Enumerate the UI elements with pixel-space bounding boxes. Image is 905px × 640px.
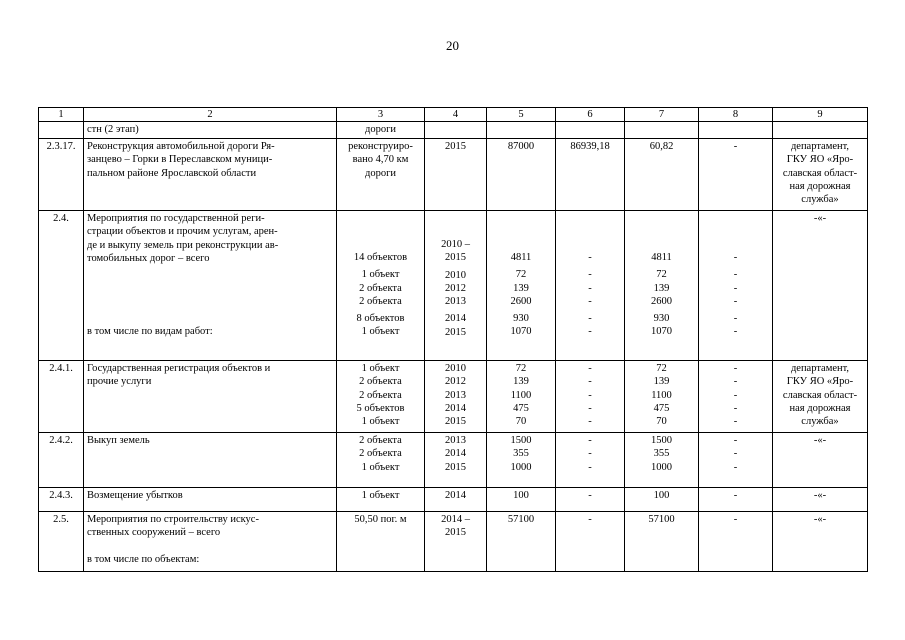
item-federal-line: - bbox=[588, 435, 592, 447]
item-executor-line: славская област- bbox=[782, 389, 858, 401]
item-regional-cell bbox=[625, 122, 699, 139]
item-period-line: 2014 bbox=[445, 313, 466, 325]
item-federal-cell bbox=[556, 122, 625, 139]
item-volume-cell bbox=[337, 433, 425, 488]
item-federal-line: 86939,18 bbox=[570, 141, 610, 153]
item-number-cell bbox=[39, 122, 84, 139]
item-volume-line: дороги bbox=[364, 124, 397, 136]
item-federal-line: - bbox=[588, 448, 592, 460]
item-volume-line: 14 объектов bbox=[353, 252, 408, 264]
item-federal-line bbox=[559, 238, 621, 251]
item-regional-line: 72 bbox=[656, 363, 667, 375]
item-total-line: 1100 bbox=[510, 389, 532, 401]
item-executor-line: ГКУ ЯО «Яро- bbox=[786, 154, 854, 166]
item-volume-line: 1 объект bbox=[361, 269, 400, 281]
item-period-cell bbox=[425, 139, 487, 211]
item-regional-line: 57100 bbox=[648, 514, 675, 526]
item-total-cell bbox=[487, 361, 556, 433]
item-volume-line: 1 объект bbox=[361, 461, 400, 473]
item-executor-line: служба» bbox=[801, 416, 839, 428]
item-volume-cell bbox=[337, 122, 425, 139]
item-description-cell bbox=[84, 139, 337, 211]
item-description-line: страции объектов и прочим услугам, арен- bbox=[87, 226, 278, 238]
item-local-line: - bbox=[733, 461, 738, 473]
item-period-cell bbox=[425, 211, 487, 361]
item-description-line: пальном районе Ярославской области bbox=[87, 167, 257, 179]
item-description-line: Мероприятия по строительству искус- bbox=[87, 514, 259, 526]
item-number-line: 2.4.1. bbox=[49, 363, 73, 375]
program-table bbox=[38, 107, 868, 572]
item-executor-line: -«- bbox=[813, 490, 827, 502]
item-period-line bbox=[428, 212, 483, 225]
item-volume-line bbox=[340, 212, 421, 225]
item-local-cell bbox=[699, 361, 773, 433]
item-federal-cell bbox=[556, 361, 625, 433]
item-volume-line: 5 объектов bbox=[356, 402, 405, 414]
item-volume-cell bbox=[337, 512, 425, 572]
item-federal-line bbox=[559, 212, 621, 225]
item-total-line: 72 bbox=[515, 363, 527, 375]
item-period-cell bbox=[425, 488, 487, 512]
item-period-line: 2015 bbox=[445, 141, 466, 153]
item-description-line: занцево – Горки в Переславском муници- bbox=[87, 154, 273, 166]
item-volume-line: 8 объектов bbox=[356, 313, 405, 325]
item-description-cell bbox=[84, 488, 337, 512]
item-number-line: 2.3.17. bbox=[46, 141, 76, 153]
item-federal-line: - bbox=[588, 282, 592, 294]
item-executor-line: служба» bbox=[801, 194, 839, 206]
item-regional-line: 100 bbox=[653, 490, 670, 502]
item-period-line: 2013 bbox=[445, 296, 466, 308]
item-regional-line bbox=[628, 212, 695, 225]
item-federal-line: - bbox=[588, 514, 592, 526]
item-local-line: - bbox=[733, 141, 738, 153]
item-executor-line: ГКУ ЯО «Яро- bbox=[786, 376, 854, 388]
item-regional-line: 2600 bbox=[651, 295, 672, 307]
item-number-cell bbox=[39, 512, 84, 572]
item-executor-cell bbox=[773, 211, 868, 361]
item-local-cell bbox=[699, 211, 773, 361]
item-federal-cell bbox=[556, 433, 625, 488]
item-volume-cell bbox=[337, 488, 425, 512]
item-executor-line: славская област- bbox=[782, 167, 858, 179]
item-executor-cell bbox=[773, 433, 868, 488]
item-executor-line: департамент, bbox=[790, 141, 850, 153]
item-volume-line: вано 4,70 км bbox=[352, 154, 409, 166]
table-row bbox=[39, 512, 868, 572]
item-total-line: 72 bbox=[515, 269, 527, 281]
item-period-line: 2013 bbox=[445, 389, 466, 401]
item-regional-line: 1500 bbox=[651, 435, 672, 447]
table-row bbox=[39, 433, 868, 488]
item-regional-cell bbox=[625, 139, 699, 211]
item-federal-line: - bbox=[588, 269, 592, 281]
item-period-line: 2014 bbox=[445, 490, 466, 502]
item-description-line: де и выкупу земель при реконструкции ав- bbox=[87, 239, 279, 251]
item-regional-line bbox=[628, 238, 695, 251]
item-description-line: Выкуп земель bbox=[87, 435, 150, 447]
item-period-line: 2010 bbox=[445, 269, 466, 281]
table-row bbox=[39, 122, 868, 139]
item-local-line bbox=[702, 225, 769, 238]
item-federal-line: - bbox=[588, 295, 592, 307]
item-volume-line: 1 объект bbox=[361, 490, 400, 502]
item-local-line: - bbox=[733, 252, 738, 264]
item-volume-line: реконструиро- bbox=[348, 141, 413, 153]
item-executor-cell bbox=[773, 122, 868, 139]
item-description-line: Государственная регистрация объектов и bbox=[87, 363, 271, 375]
item-description-line: томобильных дорог – всего bbox=[87, 252, 210, 264]
item-description-line: стн (2 этап) bbox=[87, 124, 139, 136]
header-cell: 8 bbox=[699, 108, 773, 122]
item-description-line: Мероприятия по государственной реги- bbox=[87, 213, 265, 225]
item-executor-cell bbox=[773, 361, 868, 433]
item-total-line bbox=[490, 238, 552, 251]
item-regional-cell bbox=[625, 211, 699, 361]
item-period-line: 2015 bbox=[445, 252, 466, 264]
item-number-cell bbox=[39, 139, 84, 211]
item-volume-line: 2 объекта bbox=[359, 376, 402, 388]
item-number-cell bbox=[39, 433, 84, 488]
item-local-line: - bbox=[733, 490, 738, 502]
item-regional-cell bbox=[625, 433, 699, 488]
item-volume-line: 1 объект bbox=[361, 326, 400, 338]
item-regional-line: 1070 bbox=[651, 326, 672, 338]
item-total-line: 1070 bbox=[510, 326, 532, 338]
item-volume-line: 50,50 пог. м bbox=[354, 514, 407, 526]
item-federal-line: - bbox=[588, 402, 592, 414]
item-volume-line: 2 объекта bbox=[359, 389, 402, 401]
header-cell: 4 bbox=[425, 108, 487, 122]
item-total-line: 57100 bbox=[507, 514, 535, 526]
item-period-line: 2012 bbox=[445, 282, 466, 294]
item-volume-cell bbox=[337, 139, 425, 211]
item-number-line: 2.4.3. bbox=[49, 490, 73, 502]
item-period-cell bbox=[425, 512, 487, 572]
item-executor-line: ная дорожная bbox=[789, 402, 851, 414]
item-local-cell bbox=[699, 139, 773, 211]
item-total-line: 100 bbox=[513, 490, 529, 502]
item-total-line: 930 bbox=[513, 313, 529, 325]
item-local-line: - bbox=[733, 435, 738, 447]
item-local-line: - bbox=[733, 313, 738, 325]
table-row bbox=[39, 488, 868, 512]
item-federal-line: - bbox=[588, 416, 592, 428]
item-period-line: 2012 bbox=[445, 376, 466, 388]
item-federal-line: - bbox=[588, 461, 592, 473]
item-federal-line: - bbox=[588, 252, 592, 264]
item-local-line: - bbox=[733, 269, 738, 281]
item-description-line bbox=[87, 540, 333, 553]
item-period-cell bbox=[425, 433, 487, 488]
item-executor-cell bbox=[773, 139, 868, 211]
item-local-line bbox=[702, 238, 769, 251]
item-local-line bbox=[702, 212, 769, 225]
header-cell: 1 bbox=[39, 108, 84, 122]
header-cell: 7 bbox=[625, 108, 699, 122]
header-cell: 5 bbox=[487, 108, 556, 122]
item-description-line: в том числе по объектам: bbox=[87, 553, 200, 565]
item-local-line: - bbox=[733, 295, 738, 307]
header-cell: 3 bbox=[337, 108, 425, 122]
item-local-line: - bbox=[733, 376, 738, 388]
item-local-cell bbox=[699, 488, 773, 512]
table-row bbox=[39, 361, 868, 433]
item-description-cell bbox=[84, 211, 337, 361]
item-description-cell bbox=[84, 361, 337, 433]
item-regional-cell bbox=[625, 512, 699, 572]
item-total-cell bbox=[487, 433, 556, 488]
item-executor-cell bbox=[773, 488, 868, 512]
item-executor-cell bbox=[773, 512, 868, 572]
item-regional-line: 4811 bbox=[651, 252, 672, 264]
item-volume-cell bbox=[337, 361, 425, 433]
item-number-cell bbox=[39, 488, 84, 512]
item-federal-line: - bbox=[588, 389, 592, 401]
item-period-cell bbox=[425, 122, 487, 139]
item-description-line: ственных сооружений – всего bbox=[87, 527, 221, 539]
item-number-line: 2.4. bbox=[53, 213, 69, 225]
item-total-line: 475 bbox=[513, 402, 529, 414]
item-local-cell bbox=[699, 433, 773, 488]
item-total-line: 139 bbox=[513, 376, 529, 388]
item-regional-cell bbox=[625, 488, 699, 512]
item-period-line bbox=[428, 225, 483, 238]
item-total-cell bbox=[487, 512, 556, 572]
item-description-cell bbox=[84, 512, 337, 572]
item-total-cell bbox=[487, 488, 556, 512]
item-federal-line: - bbox=[588, 376, 592, 388]
header-row bbox=[39, 108, 868, 122]
item-regional-line bbox=[628, 225, 695, 238]
item-total-cell bbox=[487, 139, 556, 211]
item-regional-line: 72 bbox=[656, 269, 667, 281]
item-number-cell bbox=[39, 211, 84, 361]
item-regional-line: 475 bbox=[653, 402, 670, 414]
item-volume-line: 2 объекта bbox=[359, 282, 402, 294]
item-period-line: 2010 – bbox=[441, 239, 470, 251]
item-federal-line bbox=[559, 225, 621, 238]
item-local-cell bbox=[699, 512, 773, 572]
item-volume-line bbox=[340, 225, 421, 238]
item-local-line: - bbox=[733, 389, 738, 401]
item-description-line bbox=[87, 312, 333, 325]
table-row bbox=[39, 139, 868, 211]
item-number-cell bbox=[39, 361, 84, 433]
item-total-line: 70 bbox=[515, 416, 527, 428]
item-volume-line: 1 объект bbox=[361, 363, 400, 375]
item-period-line: 2015 bbox=[445, 326, 466, 338]
header-cell: 6 bbox=[556, 108, 625, 122]
item-number-line: 2.5. bbox=[53, 514, 69, 526]
item-federal-cell bbox=[556, 512, 625, 572]
item-description-line bbox=[87, 269, 333, 282]
item-period-line: 2015 bbox=[445, 416, 466, 428]
item-executor-line: ная дорожная bbox=[789, 180, 851, 192]
item-total-line: 355 bbox=[513, 448, 529, 460]
item-local-line: - bbox=[733, 282, 738, 294]
item-description-cell bbox=[84, 122, 337, 139]
item-regional-line: 60,82 bbox=[649, 141, 674, 153]
item-total-cell bbox=[487, 211, 556, 361]
item-local-line: - bbox=[733, 363, 738, 375]
item-federal-line: - bbox=[588, 490, 592, 502]
item-local-cell bbox=[699, 122, 773, 139]
item-federal-line: - bbox=[588, 363, 592, 375]
item-period-line: 2014 bbox=[445, 448, 466, 460]
item-local-line: - bbox=[733, 402, 738, 414]
item-federal-line: - bbox=[588, 313, 592, 325]
item-period-line: 2015 bbox=[445, 527, 466, 539]
item-description-cell bbox=[84, 433, 337, 488]
item-description-line bbox=[87, 282, 333, 295]
item-federal-cell bbox=[556, 139, 625, 211]
item-regional-line: 1100 bbox=[651, 389, 672, 401]
item-volume-cell bbox=[337, 211, 425, 361]
item-regional-line: 930 bbox=[653, 313, 670, 325]
item-federal-cell bbox=[556, 211, 625, 361]
item-number-line: 2.4.2. bbox=[49, 435, 73, 447]
item-description-line: в том числе по видам работ: bbox=[87, 326, 213, 338]
item-period-line: 2014 – bbox=[441, 514, 470, 526]
item-regional-line: 1000 bbox=[651, 461, 672, 473]
item-regional-cell bbox=[625, 361, 699, 433]
item-regional-line: 355 bbox=[653, 448, 670, 460]
item-total-line bbox=[490, 225, 552, 238]
item-total-line: 1000 bbox=[510, 461, 532, 473]
item-local-line: - bbox=[733, 416, 738, 428]
header-cell: 9 bbox=[773, 108, 868, 122]
item-executor-line: -«- bbox=[813, 213, 827, 225]
item-regional-line: 139 bbox=[653, 376, 670, 388]
item-description-line: Реконструкция автомобильной дороги Ря- bbox=[87, 141, 275, 153]
item-volume-line: 2 объекта bbox=[359, 295, 402, 307]
item-federal-cell bbox=[556, 488, 625, 512]
item-total-line: 87000 bbox=[507, 141, 535, 153]
item-local-line: - bbox=[733, 514, 738, 526]
table-row bbox=[39, 211, 868, 361]
item-volume-line bbox=[340, 238, 421, 251]
item-executor-line: департамент, bbox=[790, 363, 850, 375]
item-local-line: - bbox=[733, 326, 738, 338]
item-volume-line: дороги bbox=[364, 167, 397, 179]
item-total-line: 1500 bbox=[510, 435, 532, 447]
item-total-line bbox=[490, 212, 552, 225]
item-description-line: прочие услуги bbox=[87, 376, 152, 388]
item-period-cell bbox=[425, 361, 487, 433]
item-period-line: 2013 bbox=[445, 435, 466, 447]
item-period-line: 2010 bbox=[445, 363, 466, 375]
item-total-line: 2600 bbox=[510, 295, 532, 307]
item-volume-line: 2 объекта bbox=[359, 435, 402, 447]
item-executor-line: -«- bbox=[813, 514, 827, 526]
item-executor-line: -«- bbox=[813, 435, 827, 447]
item-regional-line: 139 bbox=[653, 282, 670, 294]
item-total-line: 4811 bbox=[510, 252, 532, 264]
item-regional-line: 70 bbox=[656, 416, 667, 428]
page-number: 20 bbox=[446, 38, 459, 53]
item-volume-line: 1 объект bbox=[361, 416, 400, 428]
item-description-line bbox=[87, 295, 333, 308]
item-period-line: 2014 bbox=[445, 402, 466, 414]
item-total-cell bbox=[487, 122, 556, 139]
item-total-line: 139 bbox=[513, 282, 529, 294]
header-cell: 2 bbox=[84, 108, 337, 122]
item-federal-line: - bbox=[588, 326, 592, 338]
item-volume-line: 2 объекта bbox=[359, 448, 402, 460]
item-period-line: 2015 bbox=[445, 461, 466, 473]
item-description-line: Возмещение убытков bbox=[87, 490, 183, 502]
item-local-line: - bbox=[733, 448, 738, 460]
